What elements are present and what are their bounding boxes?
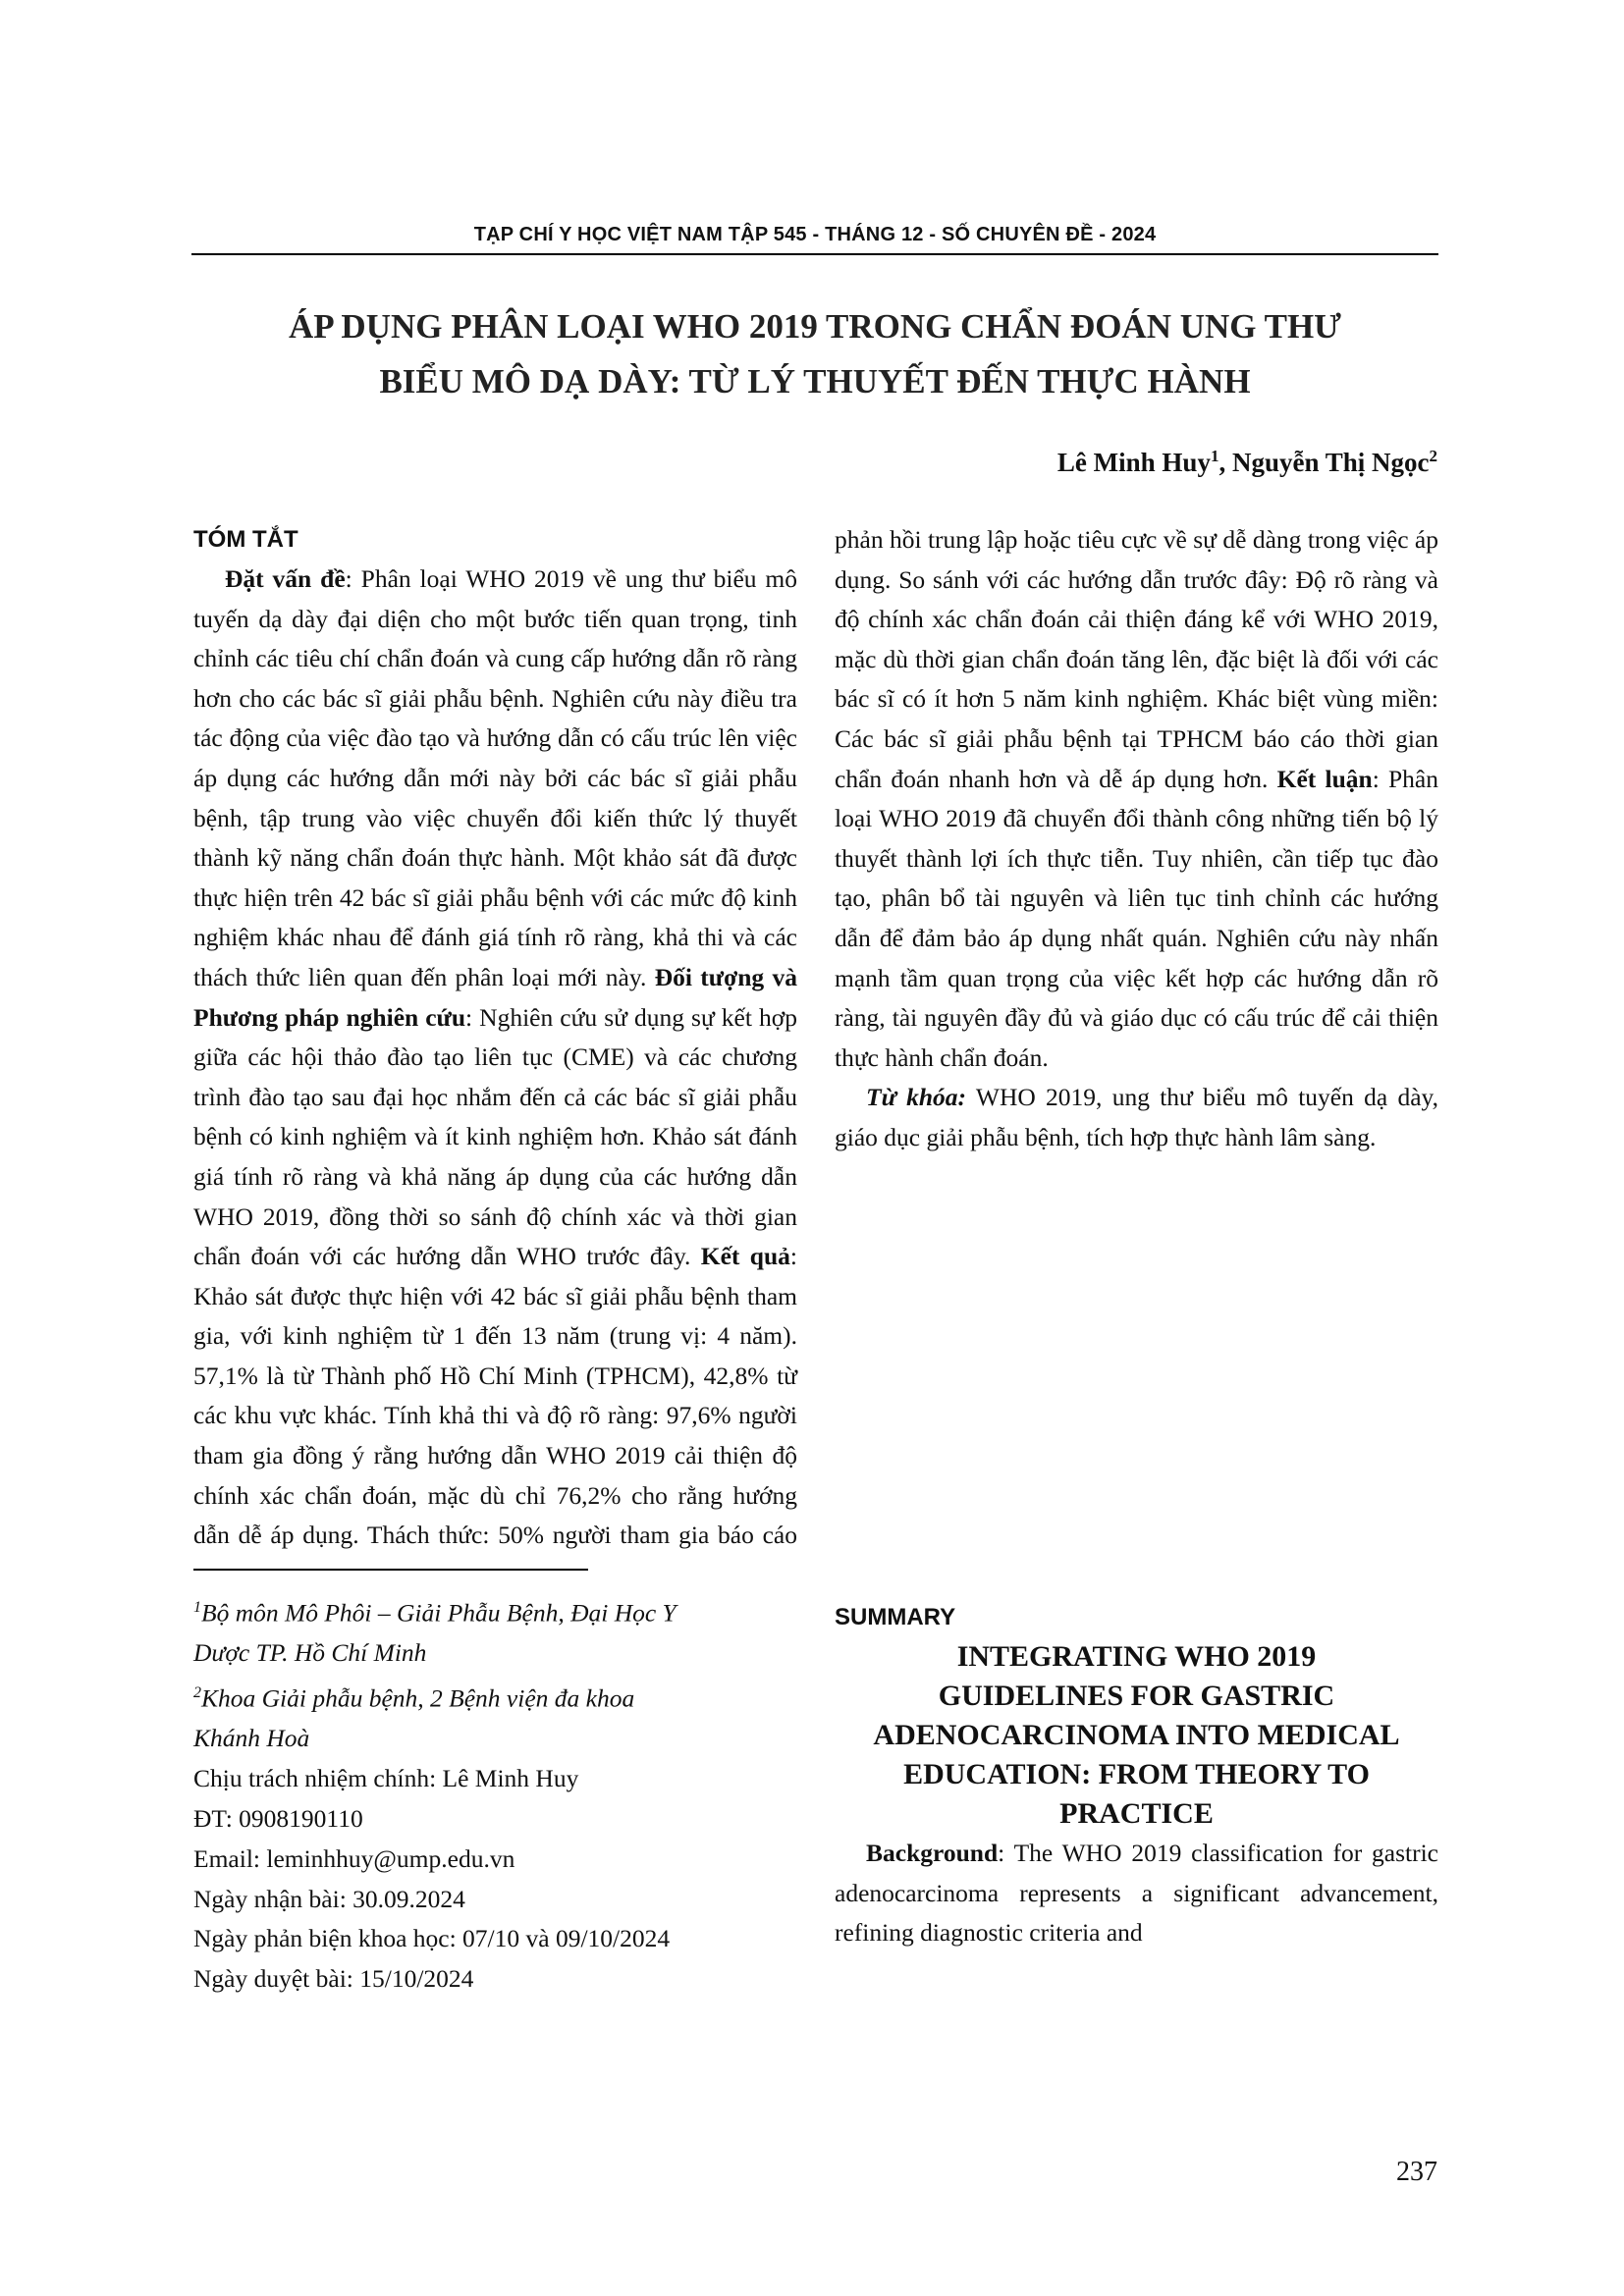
abstract-text: : Nghiên cứu sử dụng sự kết hợp giữa các hội thảo đào tạo liên tục (CME) và các chương trình đào tạo sau đại học nhắm đến cả các bác sĩ giải phẫu bệnh có kinh nghiệm và ít kinh nghiệm hơn. Khảo sát đánh giá tính rõ ràng và khả năng áp dụng của các hướng dẫn WHO 2019, đồng thời so sánh độ chính xác và thời gian chẩn đoán với các hướng dẫn WHO trước đây.	[193, 1002, 797, 1271]
footnote-divider	[193, 1569, 588, 1571]
abstract-columns	[193, 520, 1438, 1561]
abstract-label-background: Đặt vấn đề	[225, 564, 346, 593]
affiliation-number: 1	[193, 1599, 201, 1616]
author-name: Nguyễn Thị Ngọc	[1231, 448, 1430, 477]
english-title-line: EDUCATION: FROM THEORY TO	[903, 1758, 1370, 1790]
abstract-text: : Khảo sát được thực hiện với 42 bác sĩ giải phẫu bệnh tham gia, với kinh nghiệm từ 1 đến 13 năm (trung vị: 4 năm). 57,1% là từ Thành phố Hồ Chí Minh (TPHCM), 42,8% từ các khu vực khác. Tính khả thi và độ rõ ràng: 97,6% người tham gia đồng ý rằng hướng dẫn WHO 2019 cải thiện độ chính xác chẩn đoán, mặc dù chỉ 76,2% cho rằng hướng dẫn dễ áp dụng. Thách thức: 50% người tham gia báo cáo phản hồi trung lập hoặc tiêu cực về sự dễ dàng trong việc áp dụng. So sánh với các hướng dẫn trước đây: Độ rõ ràng và độ chính xác chẩn đoán cải thiện đáng kể với WHO 2019, mặc dù thời gian chẩn đoán tăng lên, đặc biệt là đối với các bác sĩ có ít hơn 5 năm kinh nghiệm. Khác biệt vùng miền: Các bác sĩ giải phẫu bệnh tại TPHCM báo cáo thời gian chẩn đoán nhanh hơn và dễ áp dụng hơn.	[193, 525, 1438, 1550]
affiliation-text: Khoa Giải phẫu bệnh, 2 Bệnh viện đa khoa	[201, 1683, 635, 1713]
abstract-label-methods: Đối tượng và Phương pháp nghiên cứu	[193, 962, 797, 1032]
author-affiliation-mark: 1	[1210, 447, 1219, 465]
affiliation-1	[193, 1588, 783, 1633]
article-title-line-2: BIỂU MÔ DẠ DÀY: TỪ LÝ THUYẾT ĐẾN THỰC HÀNH	[379, 362, 1251, 400]
author-separator: ,	[1218, 448, 1232, 477]
summary-background	[835, 1834, 1438, 1953]
abstract-paragraph	[193, 520, 1438, 1561]
keywords-label: Từ khóa:	[866, 1083, 967, 1112]
date-reviewed: Ngày phản biện khoa học: 07/10 và 09/10/2024	[193, 1924, 671, 1953]
background-label: Background	[866, 1839, 999, 1867]
affiliation-1-continued: Dược TP. Hồ Chí Minh	[193, 1638, 427, 1668]
affiliation-text: Bộ môn Mô Phôi – Giải Phẫu Bệnh, Đại Học Y	[201, 1598, 677, 1628]
footnotes	[193, 1588, 783, 2000]
english-title-line: PRACTICE	[1059, 1797, 1214, 1830]
abstract-text: : Phân loại WHO 2019 đã chuyển đổi thành công những tiến bộ lý thuyết thành lợi ích thực tiễn. Tuy nhiên, cần tiếp tục đào tạo, phân bổ tài nguyên và liên tục tinh chỉnh các hướng dẫn để đảm bảo áp dụng nhất quán. Nghiên cứu này nhấn mạnh tầm quan trọng của việc kết hợp các hướng dẫn rõ ràng, tài nguyên đầy đủ và giáo dục có cấu trúc để cải thiện thực hành chẩn đoán.	[835, 764, 1438, 1072]
corresponding-author: Chịu trách nhiệm chính: Lê Minh Huy	[193, 1764, 579, 1793]
phone: ĐT: 0908190110	[193, 1803, 363, 1833]
article-title	[191, 299, 1438, 409]
english-title	[835, 1637, 1438, 1834]
date-received: Ngày nhận bài: 30.09.2024	[193, 1884, 465, 1913]
keywords	[835, 1078, 1438, 1157]
keywords-text: WHO 2019, ung thư biểu mô tuyến dạ dày, giáo dục giải phẫu bệnh, tích hợp thực hành lâm sàng.	[835, 1083, 1439, 1151]
abstract-heading: TÓM TẮT	[193, 526, 298, 553]
abstract-text: : Phân loại WHO 2019 về ung thư biểu mô tuyến dạ dày đại diện cho một bước tiến quan trọng, tinh chỉnh các tiêu chí chẩn đoán và cung cấp hướng dẫn rõ ràng hơn cho các bác sĩ giải phẫu bệnh. Nghiên cứu này điều tra tác động của việc đào tạo và hướng dẫn có cấu trúc lên việc áp dụng các hướng dẫn mới này bởi các bác sĩ giải phẫu bệnh, tập trung vào việc chuyển đổi kiến thức lý thuyết thành kỹ năng chẩn đoán thực hành. Một khảo sát đã được thực hiện trên 42 bác sĩ giải phẫu bệnh với các mức độ kinh nghiệm khác nhau để đánh giá tính rõ ràng, khả thi và các thách thức liên quan đến phân loại mới này.	[193, 564, 797, 991]
running-header: TẠP CHÍ Y HỌC VIỆT NAM TẬP 545 - THÁNG 12 - SỐ CHUYÊN ĐỀ - 2024	[473, 224, 1157, 245]
affiliation-2	[193, 1674, 783, 1719]
affiliation-2-continued: Khánh Hoà	[193, 1724, 310, 1753]
email: Email: leminhhuy@ump.edu.vn	[193, 1843, 515, 1873]
english-summary	[835, 1598, 1438, 1953]
english-title-line: ADENOCARCINOMA INTO MEDICAL	[873, 1719, 1400, 1751]
summary-heading: SUMMARY	[835, 1604, 956, 1630]
english-title-line: INTEGRATING WHO 2019	[956, 1640, 1317, 1673]
abstract-label-conclusion: Kết luận	[1276, 764, 1373, 793]
page-number: 237	[1396, 2157, 1437, 2187]
author-name: Lê Minh Huy	[1056, 448, 1211, 477]
author-affiliation-mark: 2	[1429, 447, 1437, 465]
abstract-label-results: Kết quả	[700, 1242, 790, 1271]
article-title-line-1: ÁP DỤNG PHÂN LOẠI WHO 2019 TRONG CHẨN ĐOÁN UNG THƯ	[288, 307, 1342, 346]
date-accepted: Ngày duyệt bài: 15/10/2024	[193, 1964, 474, 1994]
background-text: : The WHO 2019 classification for gastric adenocarcinoma represents a significant advancement, refining diagnostic criteria and	[835, 1839, 1438, 1948]
header-divider	[191, 253, 1438, 255]
affiliation-number: 2	[193, 1684, 201, 1702]
author-list	[1057, 447, 1437, 478]
english-title-line: GUIDELINES FOR GASTRIC	[938, 1680, 1335, 1712]
